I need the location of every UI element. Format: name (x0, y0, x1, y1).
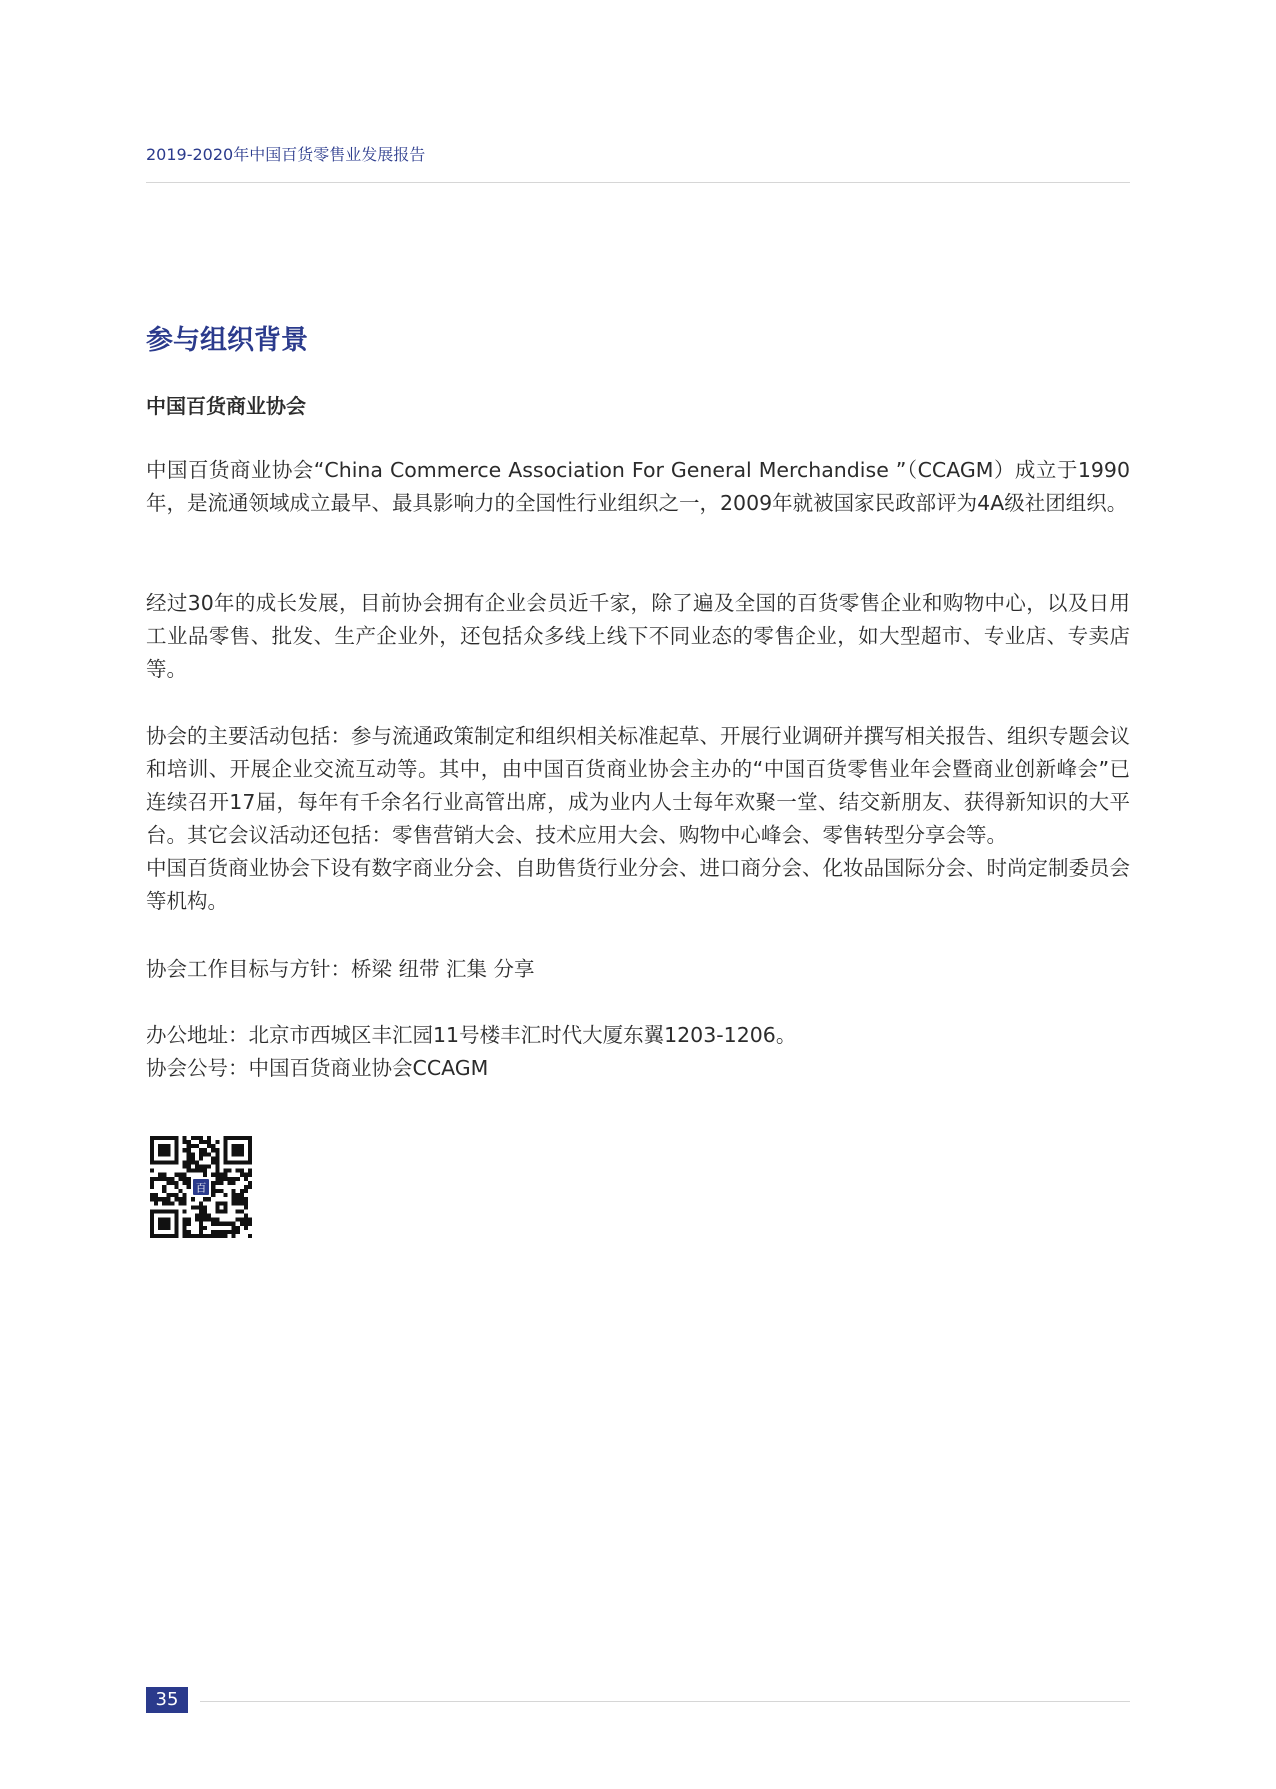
header-divider (146, 182, 1130, 183)
section-title: 参与组织背景 (146, 325, 308, 356)
contact-info (146, 1019, 1130, 1085)
paragraph-motto (146, 953, 1130, 986)
paragraph-members-text: 经过30年的成长发展，目前协会拥有企业会员近千家，除了遍及全国的百货零售企业和购物中心，以及日用工业品零售、批发、生产企业外，还包括众多线上线下不同业态的零售企业，如大型超市、专业店、专卖店等。 (146, 591, 1130, 681)
paragraph-intro (146, 454, 1130, 520)
paragraph-branches-text: 中国百货商业协会下设有数字商业分会、自助售货行业分会、进口商分会、化妆品国际分会、时尚定制委员会等机构。 (146, 856, 1130, 913)
office-address: 办公地址：北京市西城区丰汇园11号楼丰汇时代大厦东翼1203-1206。 (146, 1023, 797, 1047)
qr-logo-mark: 百 (195, 1182, 207, 1195)
footer-divider (200, 1701, 1130, 1702)
paragraph-activities-text: 协会的主要活动包括：参与流通政策制定和组织相关标准起草、开展行业调研并撰写相关报告、组织专题会议和培训、开展企业交流互动等。其中，由中国百货商业协会主办的“中国百货零售业年会暨商业创新峰会”已连续召开17届，每年有千余名行业高管出席，成为业内人士每年欢聚一堂、结交新朋友、获得新知识的大平台。其它会议活动还包括：零售营销大会、技术应用大会、购物中心峰会、零售转型分享会等。 (146, 724, 1130, 847)
report-header-title: 2019-2020年中国百货零售业发展报告 (146, 145, 426, 164)
wechat-account: 协会公号：中国百货商业协会CCAGM (146, 1056, 489, 1080)
paragraph-intro-text: 中国百货商业协会“China Commerce Association For General Merchandise ”（CCAGM）成立于1990年，是流通领域成立最早、最具影响力的全国性行业组织之一，2009年就被国家民政部评为4A级社团组织。 (146, 458, 1130, 515)
page-number-badge: 35 (146, 1687, 188, 1713)
paragraph-activities (146, 720, 1130, 918)
paragraph-motto-text: 协会工作目标与方针：桥梁 纽带 汇集 分享 (146, 957, 535, 981)
organization-name: 中国百货商业协会 (146, 394, 306, 418)
qr-code-image (150, 1136, 252, 1238)
paragraph-members (146, 587, 1130, 686)
